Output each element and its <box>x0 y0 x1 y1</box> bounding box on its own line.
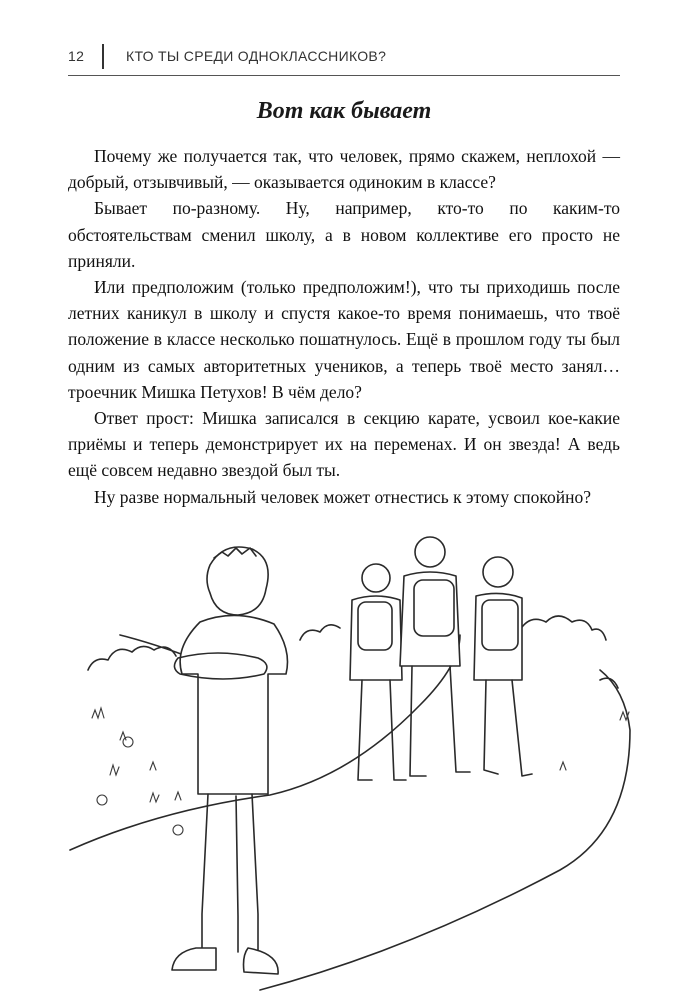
boy-shirt <box>180 615 287 794</box>
section-title: Вот как бывает <box>256 98 432 124</box>
body-text <box>68 143 620 510</box>
illustration-lonely-boy <box>0 530 688 1000</box>
line-drawing <box>0 530 688 1000</box>
paragraph-1: Почему же получается так, что человек, прямо скажем, неплохой — добрый, отзывчивый, — оказывается одиноким в классе? <box>68 146 620 193</box>
paragraph-4: Ответ прост: Мишка записался в секцию карате, усвоил кое-какие приёмы и теперь демонстрирует их на переменах. И он звезда! А ведь ещё совсем недавно звездой был ты. <box>68 408 620 481</box>
boy-legs <box>202 794 258 954</box>
header-divider <box>102 44 104 69</box>
header-rule <box>68 75 620 76</box>
boy-shoes <box>172 948 278 974</box>
paragraph-2: Бывает по-разному. Ну, например, кто-то по каким-то обстоятельствам сменил школу, а в новом коллективе его просто не приняли. <box>68 198 620 271</box>
road-right-edge <box>260 670 630 990</box>
paragraph-5: Ну разве нормальный человек может отнестись к этому спокойно? <box>94 486 591 507</box>
lonely-boy <box>172 547 288 974</box>
page-number: 12 <box>68 48 85 64</box>
chapter-title: КТО ТЫ СРЕДИ ОДНОКЛАССНИКОВ? <box>126 48 387 64</box>
paragraph-3: Или предположим (только предположим!), что ты приходишь после летних каникул в школу и спустя какое-то время понимаешь, что твоё положение в классе несколько пошатнулось. Ещё в прошлом году ты был одним из самых авторитетных учеников, а теперь твоё место занял… троечник Мишка Петухов! В чём дело? <box>68 277 620 402</box>
